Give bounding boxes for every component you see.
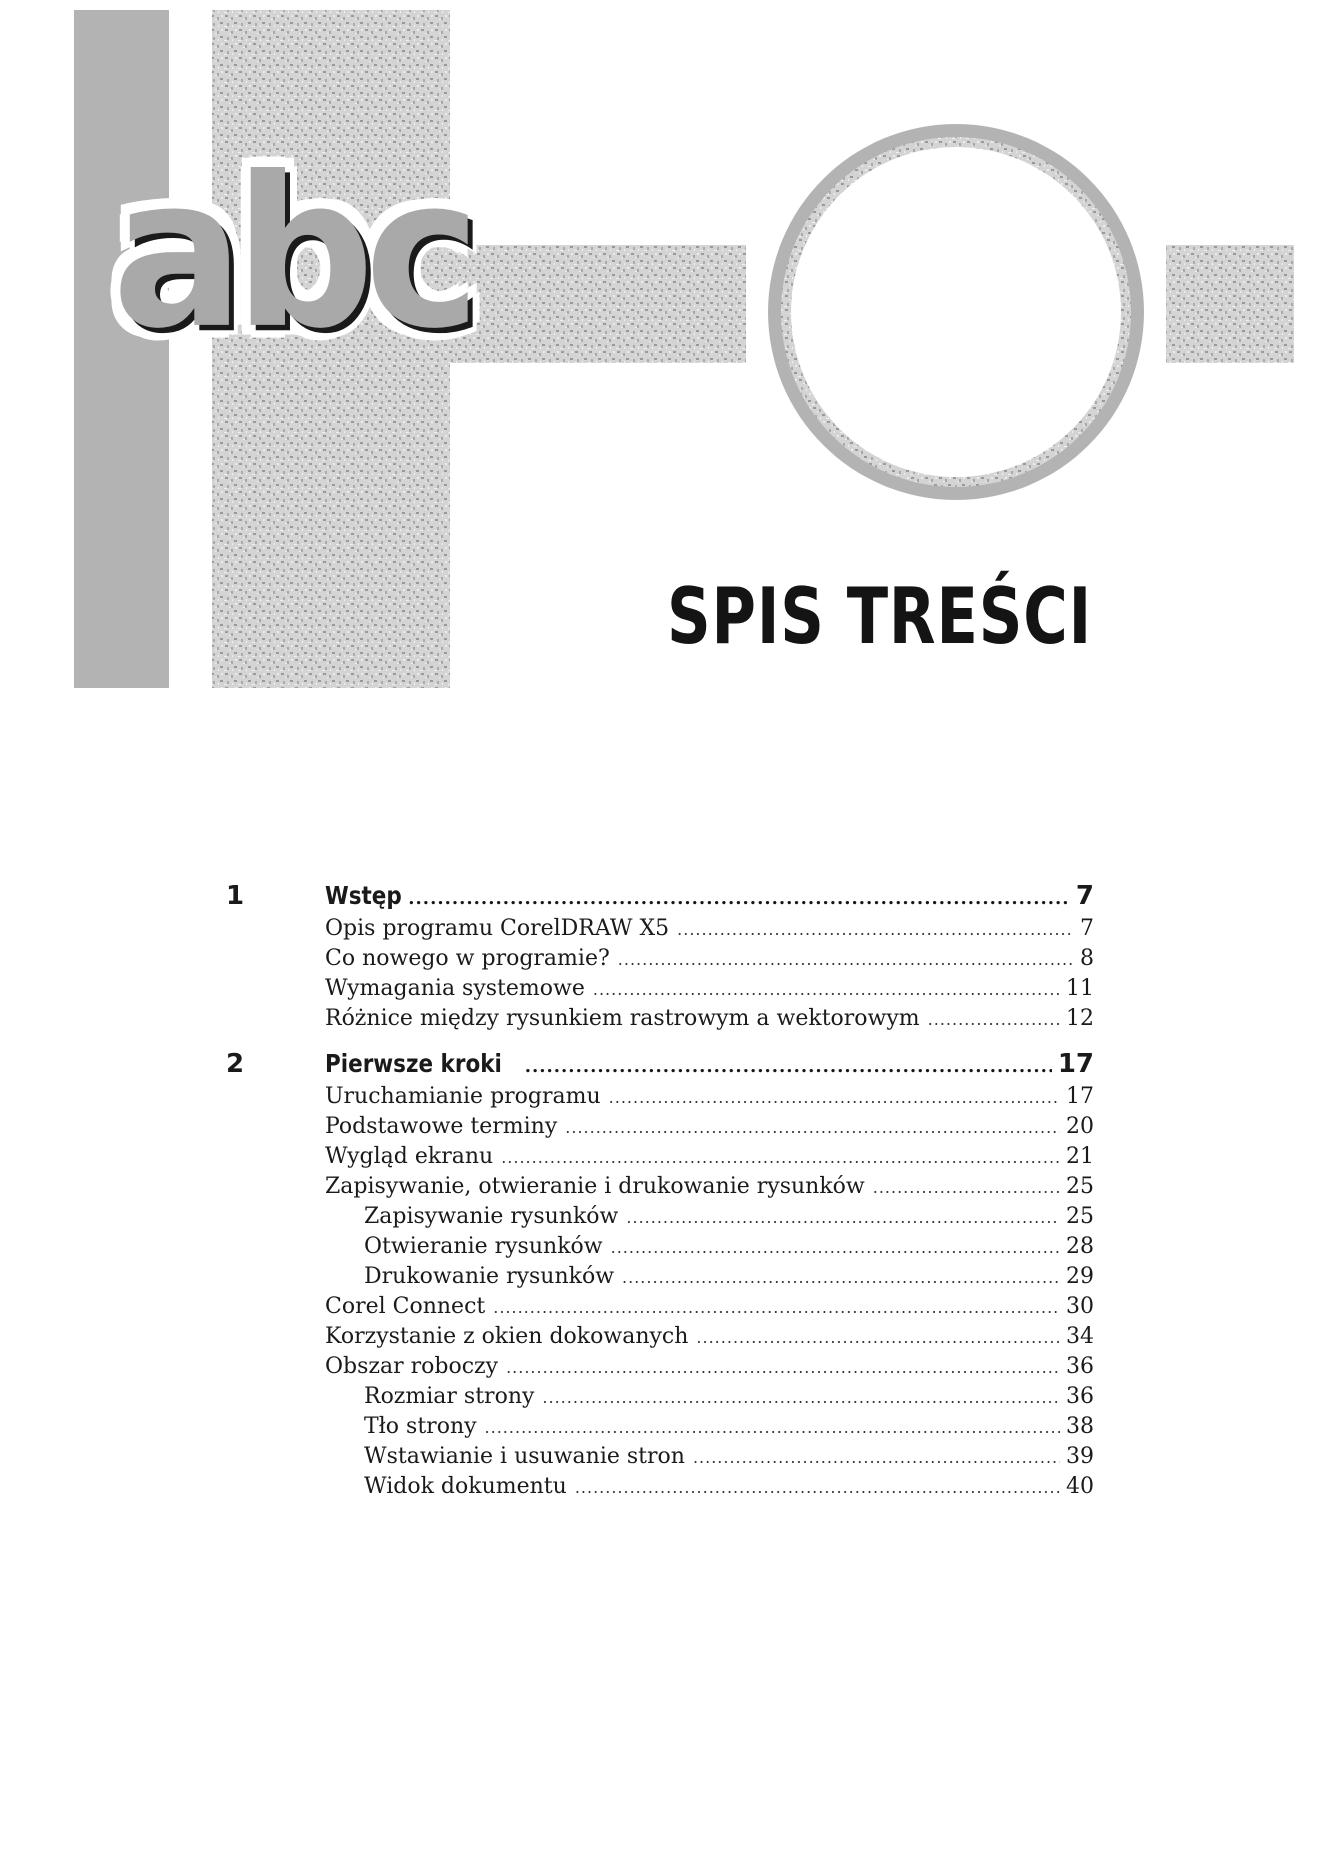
page-number: 39 xyxy=(1066,1444,1094,1469)
page-number: 21 xyxy=(1066,1144,1094,1169)
entry-label: Zapisywanie, otwieranie i drukowanie rysunków xyxy=(325,1174,865,1199)
entry-label: Tło strony xyxy=(364,1414,477,1439)
page-number: 38 xyxy=(1066,1414,1094,1439)
entry-label: Corel Connect xyxy=(325,1294,486,1319)
abc-logo: abc xyxy=(112,133,471,375)
toc-entry[interactable] xyxy=(226,1142,1094,1172)
page-number: 17 xyxy=(1066,1084,1094,1109)
dot-leader xyxy=(593,975,1060,1005)
entry-label: Rozmiar strony xyxy=(364,1384,535,1409)
entry-label: Wygląd ekranu xyxy=(325,1144,494,1169)
speckled-strip-left xyxy=(450,245,746,363)
dot-leader xyxy=(696,1323,1060,1353)
toc-entry[interactable] xyxy=(226,1322,1094,1352)
page-number: 28 xyxy=(1066,1234,1094,1259)
entry-label: Widok dokumentu xyxy=(364,1474,567,1499)
page-number: 25 xyxy=(1066,1204,1094,1229)
toc-subentry[interactable] xyxy=(226,1472,1094,1502)
page-number: 29 xyxy=(1066,1264,1094,1289)
toc-subentry[interactable] xyxy=(226,1202,1094,1232)
page-number: 12 xyxy=(1066,1006,1094,1031)
dot-leader xyxy=(525,1049,1052,1085)
chapter-number: 1 xyxy=(226,881,245,911)
dot-leader xyxy=(542,1383,1060,1413)
dot-leader xyxy=(485,1413,1060,1443)
entry-label: Zapisywanie rysunków xyxy=(364,1204,619,1229)
entry-label: Wstawianie i usuwanie stron xyxy=(364,1444,685,1469)
page-number: 36 xyxy=(1066,1384,1094,1409)
toc-subentry[interactable] xyxy=(226,1262,1094,1292)
page-title: SPIS TREŚCI xyxy=(667,571,1092,662)
toc-entry[interactable] xyxy=(226,974,1094,1004)
toc-entry[interactable] xyxy=(226,1172,1094,1202)
chapter-2 xyxy=(226,1046,1094,1502)
dot-leader xyxy=(408,881,1070,917)
entry-label: Opis programu CorelDRAW X5 xyxy=(325,916,670,941)
entry-label: Drukowanie rysunków xyxy=(364,1264,615,1289)
toc-subentry[interactable] xyxy=(226,1442,1094,1472)
page-number: 17 xyxy=(1057,1049,1094,1079)
entry-label: Obszar roboczy xyxy=(325,1354,499,1379)
toc-entry[interactable] xyxy=(226,1292,1094,1322)
dot-leader xyxy=(609,1083,1060,1113)
entry-label: Co nowego w programie? xyxy=(325,946,610,971)
page-number: 11 xyxy=(1066,976,1094,1001)
toc-entry[interactable] xyxy=(226,1082,1094,1112)
entry-label: Uruchamianie programu xyxy=(325,1084,601,1109)
page-number: 7 xyxy=(1080,916,1094,941)
chapter-1 xyxy=(226,878,1094,1034)
entry-label: Różnice między rysunkiem rastrowym a wektorowym xyxy=(325,1006,920,1031)
page-number: 34 xyxy=(1066,1324,1094,1349)
chapter-title: Pierwsze kroki xyxy=(325,1049,502,1078)
toc-entry[interactable] xyxy=(226,1352,1094,1382)
toc-entry[interactable] xyxy=(226,1112,1094,1142)
dot-leader xyxy=(618,945,1074,975)
toc-entry[interactable] xyxy=(226,944,1094,974)
dot-leader xyxy=(611,1233,1060,1263)
toc-subentry[interactable] xyxy=(226,1382,1094,1412)
dot-leader xyxy=(575,1473,1060,1503)
page-number: 25 xyxy=(1066,1174,1094,1199)
ring-hole xyxy=(791,147,1121,477)
entry-label: Podstawowe terminy xyxy=(325,1114,558,1139)
page-number: 8 xyxy=(1080,946,1094,971)
page-number: 40 xyxy=(1066,1474,1094,1499)
dot-leader xyxy=(565,1113,1060,1143)
entry-label: Korzystanie z okien dokowanych xyxy=(325,1324,689,1349)
toc-subentry[interactable] xyxy=(226,1412,1094,1442)
dot-leader xyxy=(622,1263,1060,1293)
toc-entry[interactable] xyxy=(226,1004,1094,1034)
dot-leader xyxy=(693,1443,1060,1473)
entry-label: Wymagania systemowe xyxy=(325,976,585,1001)
page-number: 36 xyxy=(1066,1354,1094,1379)
dot-leader xyxy=(493,1293,1060,1323)
chapter-heading[interactable] xyxy=(226,878,1094,914)
speckled-strip-right xyxy=(1166,245,1294,363)
chapter-title: Wstęp xyxy=(325,881,402,910)
dot-leader xyxy=(501,1143,1060,1173)
toc-entry[interactable] xyxy=(226,914,1094,944)
dot-leader xyxy=(873,1173,1060,1203)
page-number: 20 xyxy=(1066,1114,1094,1139)
table-of-contents xyxy=(226,878,1094,1514)
chapter-heading[interactable] xyxy=(226,1046,1094,1082)
page-number: 7 xyxy=(1075,881,1094,911)
page-number: 30 xyxy=(1066,1294,1094,1319)
toc-subentry[interactable] xyxy=(226,1232,1094,1262)
dot-leader xyxy=(677,915,1074,945)
entry-label: Otwieranie rysunków xyxy=(364,1234,603,1259)
chapter-number: 2 xyxy=(226,1049,245,1079)
dot-leader xyxy=(928,1005,1060,1035)
dot-leader xyxy=(626,1203,1060,1233)
dot-leader xyxy=(506,1353,1060,1383)
